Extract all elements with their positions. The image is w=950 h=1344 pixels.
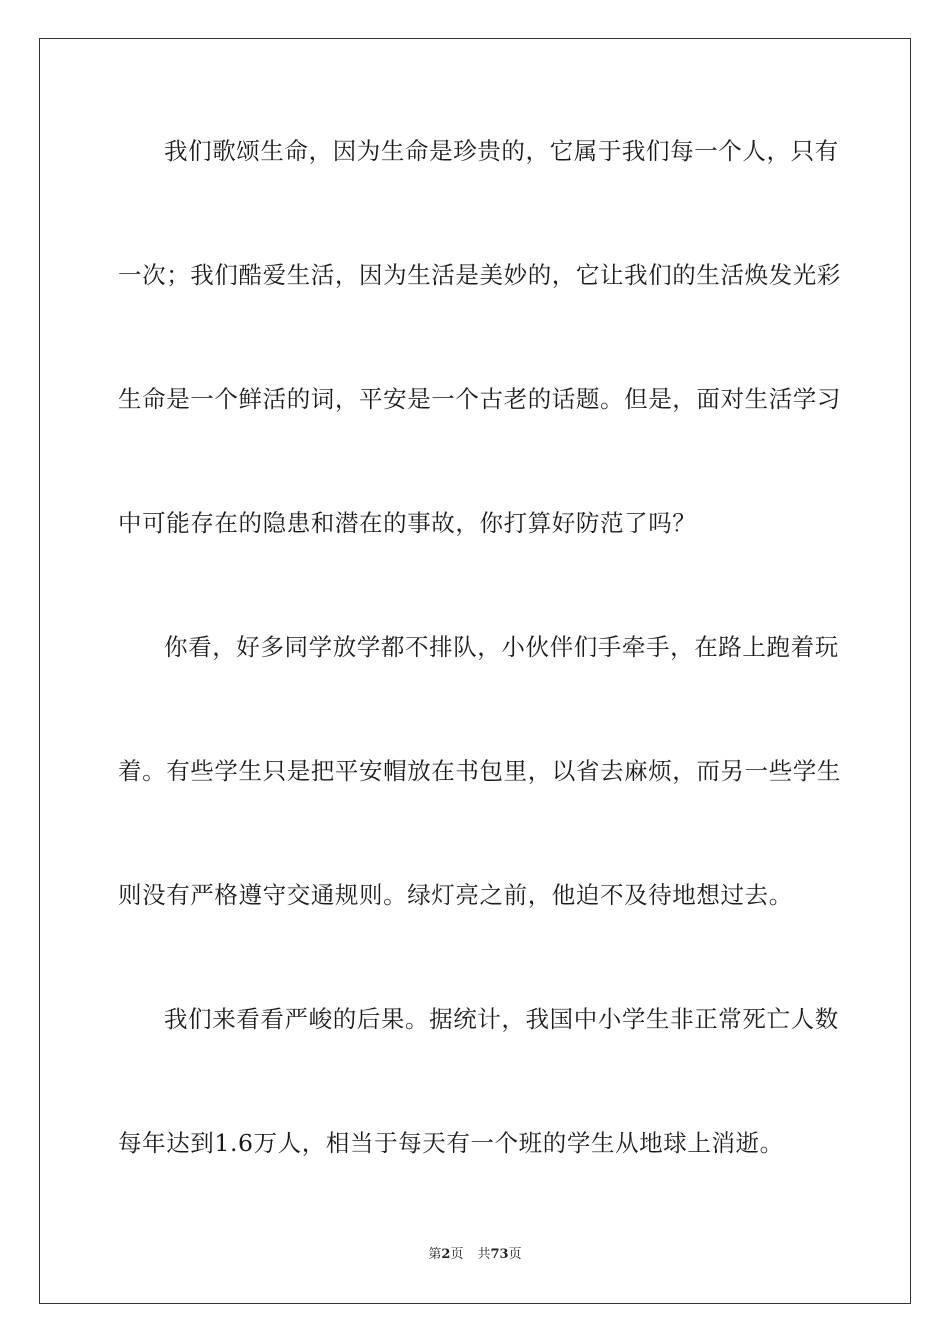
paragraph-line: 一次；我们酷爱生活，因为生活是美妙的，它让我们的生活焕发光彩 <box>118 261 841 289</box>
paragraph-line: 我们歌颂生命，因为生命是珍贵的，它属于我们每一个人，只有 <box>164 137 839 165</box>
page-border <box>39 38 911 1304</box>
page-prefix: 第 <box>428 1247 442 1262</box>
paragraph-line: 中可能存在的隐患和潜在的事故，你打算好防范了吗？ <box>118 509 697 537</box>
page-footer <box>0 1246 950 1264</box>
total-suffix: 页 <box>508 1247 522 1262</box>
page-suffix: 页 <box>450 1247 464 1262</box>
paragraph-line: 则没有严格遵守交通规则。绿灯亮之前，他迫不及待地想过去。 <box>118 881 793 909</box>
paragraph-line: 生命是一个鲜活的词，平安是一个古老的话题。但是，面对生活学习 <box>118 385 841 413</box>
paragraph-line: 我们来看看严峻的后果。据统计，我国中小学生非正常死亡人数 <box>164 1005 839 1033</box>
total-pages: 73 <box>490 1247 509 1262</box>
total-prefix: 共 <box>477 1247 491 1262</box>
paragraph-line: 每年达到1.6万人，相当于每天有一个班的学生从地球上消逝。 <box>118 1129 784 1157</box>
paragraph-line: 着。有些学生只是把平安帽放在书包里，以省去麻烦，而另一些学生 <box>118 757 841 785</box>
paragraph-line: 你看，好多同学放学都不排队，小伙伴们手牵手，在路上跑着玩 <box>164 633 839 661</box>
page-number: 2 <box>441 1247 451 1262</box>
